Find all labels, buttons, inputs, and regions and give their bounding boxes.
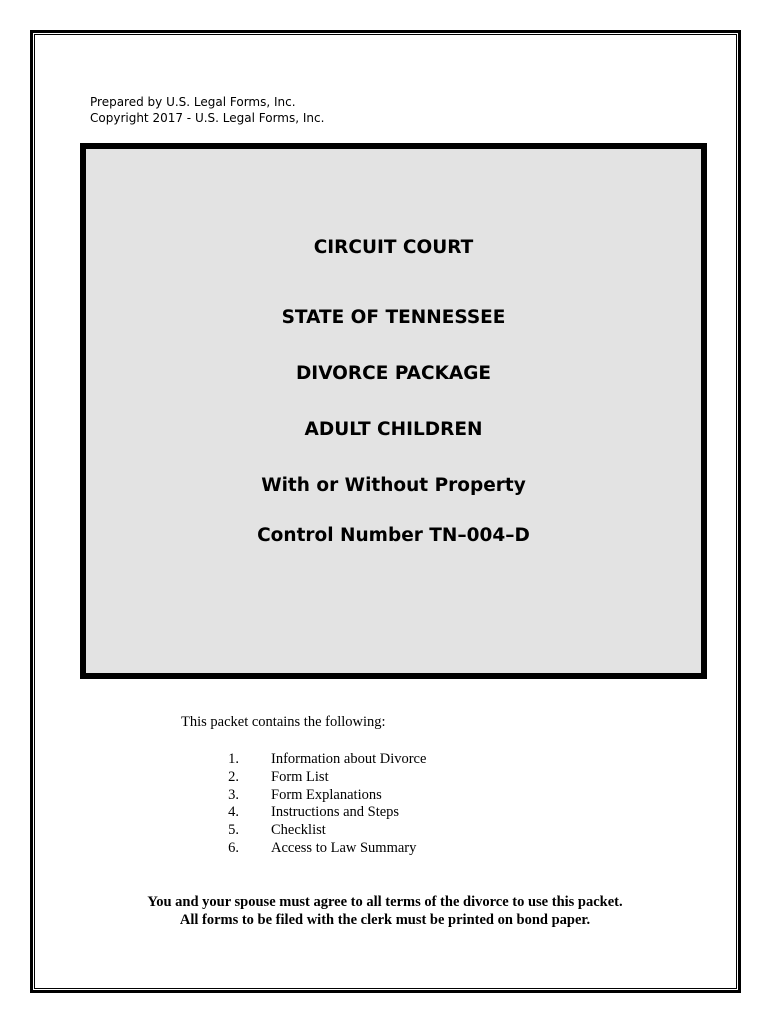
- bond-paper-notice: All forms to be filed with the clerk must be printed on bond paper.: [179, 912, 591, 928]
- list-item-number: 2.: [228, 768, 239, 785]
- control-number: Control Number TN–004–D: [257, 525, 530, 546]
- list-item-text: Form List: [271, 768, 329, 785]
- list-item-number: 1.: [228, 751, 239, 767]
- prepared-by-text: Prepared by U.S. Legal Forms, Inc.: [90, 95, 296, 109]
- list-item-number: 4.: [228, 804, 239, 821]
- agreement-notice: You and your spouse must agree to all terms of the divorce to use this packet.: [147, 894, 623, 910]
- package-title: DIVORCE PACKAGE: [295, 363, 492, 384]
- list-item-text: Instructions and Steps: [271, 804, 400, 821]
- list-item-number: 3.: [228, 786, 239, 803]
- copyright-text: Copyright 2017 - U.S. Legal Forms, Inc.: [90, 111, 325, 125]
- list-item-text: Access to Law Summary: [271, 839, 417, 856]
- court-title: CIRCUIT COURT: [313, 237, 474, 258]
- list-item-text: Form Explanations: [271, 786, 382, 803]
- children-title: ADULT CHILDREN: [304, 419, 483, 440]
- list-item-text: Checklist: [271, 822, 326, 839]
- preparer-notice: [90, 94, 324, 126]
- property-title: With or Without Property: [261, 475, 526, 496]
- list-item-number: 5.: [228, 822, 239, 839]
- list-item-text: Information about Divorce: [271, 751, 427, 767]
- list-item-number: 6.: [228, 839, 239, 856]
- contents-intro: This packet contains the following:: [181, 714, 386, 730]
- title-box: [80, 143, 707, 679]
- state-title: STATE OF TENNESSEE: [281, 307, 506, 328]
